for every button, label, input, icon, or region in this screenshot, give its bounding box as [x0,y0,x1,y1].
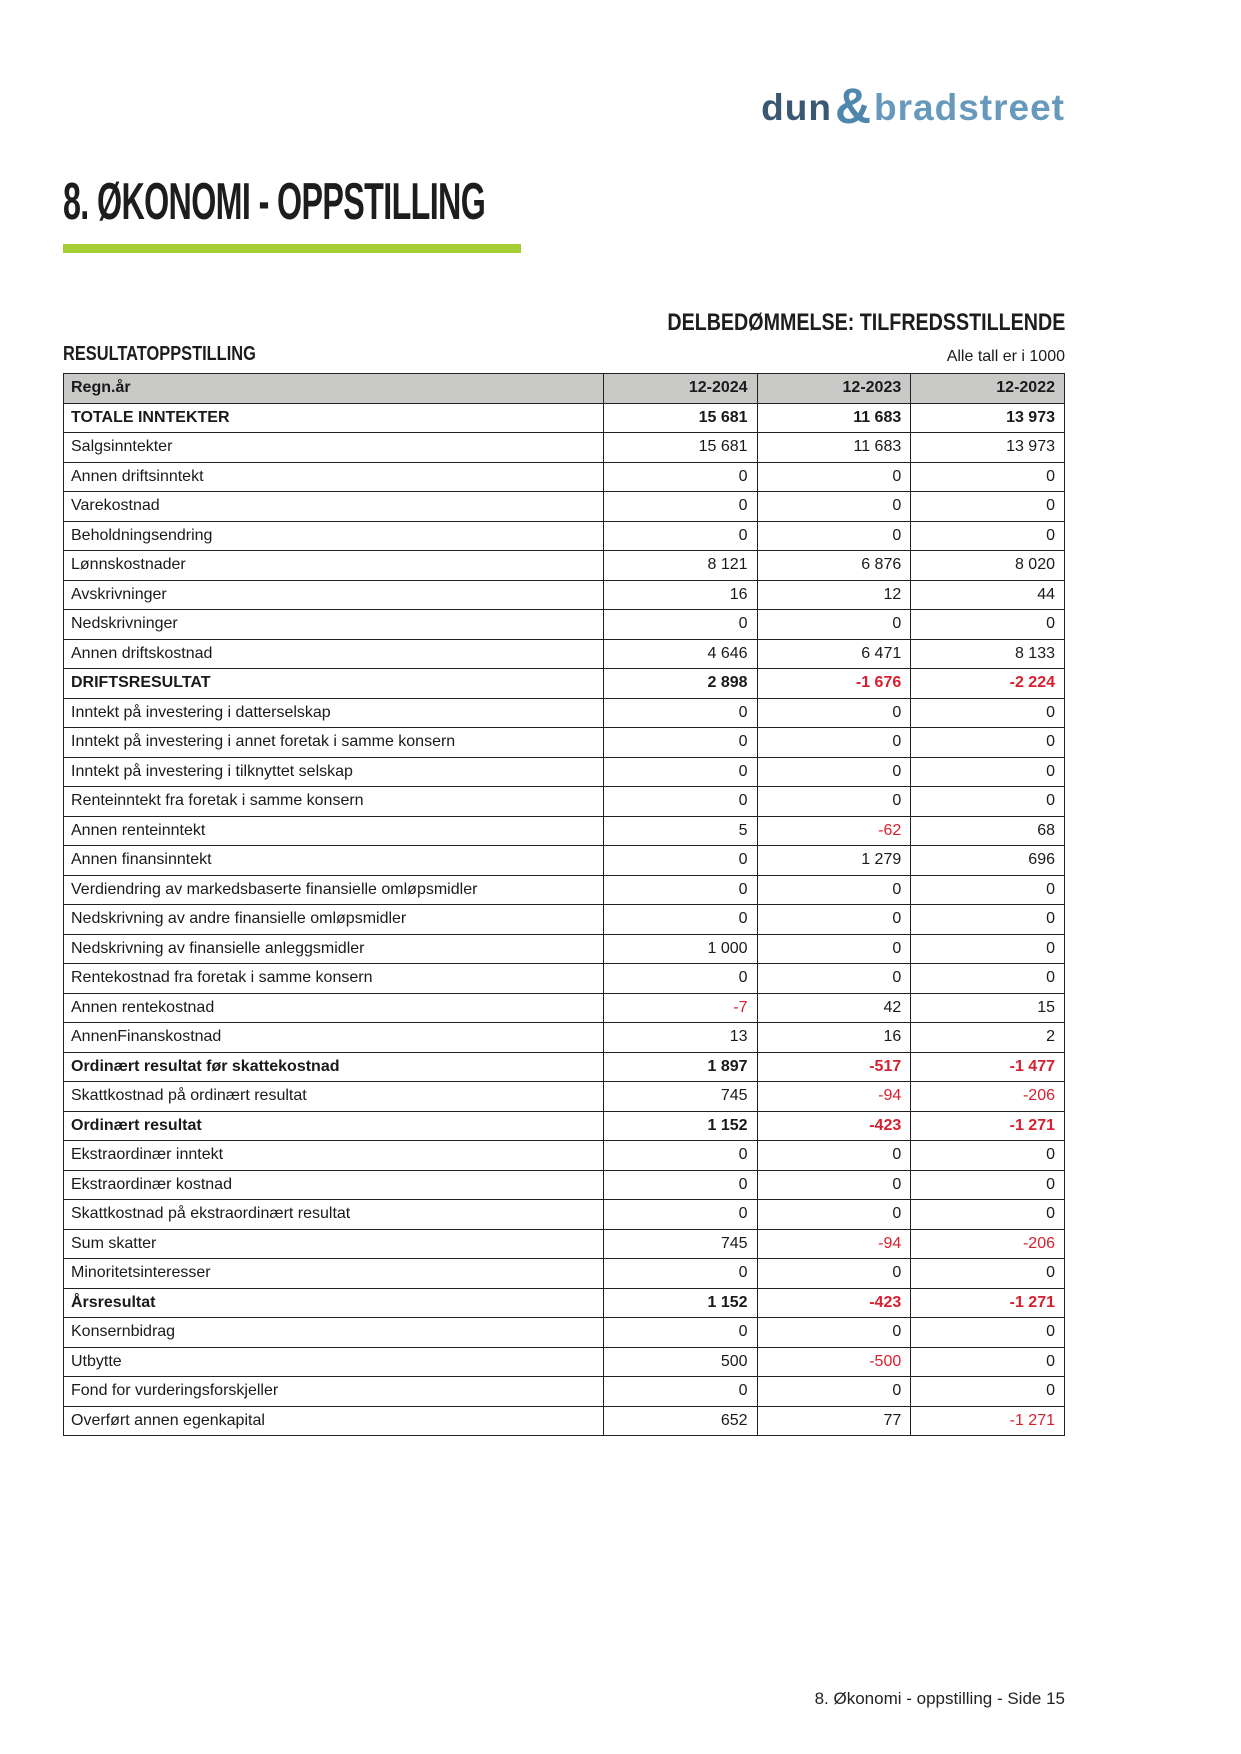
value-cell: 11 683 [757,433,911,463]
row-label-cell: Skattkostnad på ekstraordinært resultat [64,1200,604,1230]
value-cell: 0 [911,964,1065,994]
value-cell: 1 152 [603,1111,757,1141]
value-cell: -94 [757,1229,911,1259]
row-label-cell: Annen renteinntekt [64,816,604,846]
row-label-cell: Årsresultat [64,1288,604,1318]
value-cell: 0 [603,698,757,728]
value-cell: 0 [603,964,757,994]
value-cell: 0 [757,610,911,640]
table-row [64,816,1065,846]
value-cell: 0 [603,1200,757,1230]
value-cell: 68 [911,816,1065,846]
value-cell: 0 [911,728,1065,758]
value-cell: 0 [603,1141,757,1171]
value-cell: 0 [603,905,757,935]
row-label-cell: Renteinntekt fra foretak i samme konsern [64,787,604,817]
table-row [64,934,1065,964]
value-cell: 0 [911,610,1065,640]
row-label-cell: Inntekt på investering i tilknyttet selskap [64,757,604,787]
table-row [64,1082,1065,1112]
value-cell: 0 [911,698,1065,728]
value-cell: 1 279 [757,846,911,876]
table-row [64,964,1065,994]
value-cell: 16 [757,1023,911,1053]
row-label-cell: Ordinært resultat [64,1111,604,1141]
value-cell: 0 [911,1200,1065,1230]
row-label-cell: Verdiendring av markedsbaserte finansielle omløpsmidler [64,875,604,905]
value-cell: 0 [757,787,911,817]
value-cell: 0 [603,875,757,905]
value-cell: 13 [603,1023,757,1053]
value-cell: 0 [757,1377,911,1407]
value-cell: 0 [757,1170,911,1200]
row-label-cell: Annen rentekostnad [64,993,604,1023]
value-cell: 0 [757,1318,911,1348]
value-cell: 0 [911,492,1065,522]
row-label-cell: Minoritetsinteresser [64,1259,604,1289]
value-cell: 11 683 [757,403,911,433]
table-row [64,1141,1065,1171]
value-cell: 0 [603,610,757,640]
value-cell: 0 [757,875,911,905]
assessment-heading: DELBEDØMMELSE: TILFREDSSTILLENDE [667,309,1065,336]
value-cell: 15 681 [603,433,757,463]
value-cell: 0 [757,521,911,551]
value-cell: 0 [757,934,911,964]
value-cell: 500 [603,1347,757,1377]
column-header-regnar: Regn.år [64,374,604,404]
value-cell: 0 [603,846,757,876]
section-heading: RESULTATOPPSTILLING [63,343,256,365]
value-cell: 77 [757,1406,911,1436]
value-cell: 0 [757,757,911,787]
value-cell: -1 477 [911,1052,1065,1082]
table-row [64,639,1065,669]
value-cell: 0 [911,875,1065,905]
row-label-cell: Inntekt på investering i datterselskap [64,698,604,728]
value-cell: 0 [911,462,1065,492]
value-cell: 0 [603,521,757,551]
row-label-cell: Lønnskostnader [64,551,604,581]
value-cell: -94 [757,1082,911,1112]
value-cell: 13 973 [911,433,1065,463]
value-cell: 0 [603,1318,757,1348]
value-cell: 2 [911,1023,1065,1053]
value-cell: 0 [911,1318,1065,1348]
value-cell: 0 [911,521,1065,551]
table-row [64,492,1065,522]
table-row [64,1259,1065,1289]
value-cell: -1 676 [757,669,911,699]
value-cell: -1 271 [911,1111,1065,1141]
table-row [64,1200,1065,1230]
table-row [64,1023,1065,1053]
value-cell: 6 876 [757,551,911,581]
value-cell: 1 897 [603,1052,757,1082]
value-cell: 5 [603,816,757,846]
table-row [64,462,1065,492]
row-label-cell: Nedskrivning av andre finansielle omløpsmidler [64,905,604,935]
value-cell: 0 [911,1259,1065,1289]
value-cell: 652 [603,1406,757,1436]
value-cell: 0 [603,1259,757,1289]
value-cell: -206 [911,1082,1065,1112]
title-accent-bar [63,244,521,253]
value-cell: 0 [603,462,757,492]
row-label-cell: Fond for vurderingsforskjeller [64,1377,604,1407]
value-cell: -7 [603,993,757,1023]
income-statement-table [63,373,1065,1436]
value-cell: 0 [911,1377,1065,1407]
table-row [64,669,1065,699]
row-label-cell: Annen driftsinntekt [64,462,604,492]
value-cell: 0 [757,1259,911,1289]
value-cell: 16 [603,580,757,610]
value-cell: 0 [757,1141,911,1171]
row-label-cell: Salgsinntekter [64,433,604,463]
value-cell: 8 133 [911,639,1065,669]
column-header-year: 12-2022 [911,374,1065,404]
value-cell: 15 [911,993,1065,1023]
value-cell: 0 [757,492,911,522]
row-label-cell: Varekostnad [64,492,604,522]
value-cell: 0 [603,787,757,817]
table-row [64,610,1065,640]
value-cell: -1 271 [911,1406,1065,1436]
header [63,0,1065,132]
page-title: 8. ØKONOMI - OPPSTILLING [63,173,486,231]
value-cell: 745 [603,1082,757,1112]
row-label-cell: Avskrivninger [64,580,604,610]
table-row [64,433,1065,463]
value-cell: -62 [757,816,911,846]
value-cell: 0 [603,728,757,758]
row-label-cell: AnnenFinanskostnad [64,1023,604,1053]
value-cell: 12 [757,580,911,610]
value-cell: 745 [603,1229,757,1259]
column-header-year: 12-2024 [603,374,757,404]
table-row [64,1318,1065,1348]
table-row [64,580,1065,610]
value-cell: 0 [757,905,911,935]
value-cell: -423 [757,1288,911,1318]
table-row [64,875,1065,905]
table-row [64,728,1065,758]
table-row [64,551,1065,581]
value-cell: 8 121 [603,551,757,581]
row-label-cell: Nedskrivning av finansielle anleggsmidler [64,934,604,964]
table-row [64,1377,1065,1407]
value-cell: 44 [911,580,1065,610]
value-cell: 0 [911,757,1065,787]
value-cell: 0 [911,787,1065,817]
table-row [64,846,1065,876]
table-row [64,1111,1065,1141]
table-row [64,521,1065,551]
row-label-cell: Beholdningsendring [64,521,604,551]
row-label-cell: Inntekt på investering i annet foretak i samme konsern [64,728,604,758]
value-cell: 0 [603,757,757,787]
value-cell: -500 [757,1347,911,1377]
value-cell: 4 646 [603,639,757,669]
table-row [64,403,1065,433]
row-label-cell: Nedskrivninger [64,610,604,640]
table-row [64,1288,1065,1318]
row-label-cell: Sum skatter [64,1229,604,1259]
units-note: Alle tall er i 1000 [946,348,1065,365]
row-label-cell: Konsernbidrag [64,1318,604,1348]
table-row [64,1406,1065,1436]
value-cell: -1 271 [911,1288,1065,1318]
value-cell: 0 [911,1141,1065,1171]
value-cell: 15 681 [603,403,757,433]
value-cell: 0 [757,462,911,492]
dun-and-bradstreet-logo [761,74,1065,132]
value-cell: 0 [757,728,911,758]
page-footer: 8. Økonomi - oppstilling - Side 15 [814,1689,1065,1708]
value-cell: 1 000 [603,934,757,964]
value-cell: -2 224 [911,669,1065,699]
row-label-cell: Overført annen egenkapital [64,1406,604,1436]
row-label-cell: Ordinært resultat før skattekostnad [64,1052,604,1082]
logo-text-dun: dun [761,87,832,128]
value-cell: 0 [757,1200,911,1230]
table-caption-row [63,343,1065,366]
row-label-cell: Rentekostnad fra foretak i samme konsern [64,964,604,994]
table-row [64,905,1065,935]
table-row [64,1052,1065,1082]
value-cell: 696 [911,846,1065,876]
value-cell: 0 [911,1170,1065,1200]
row-label-cell: Ekstraordinær kostnad [64,1170,604,1200]
table-row [64,993,1065,1023]
value-cell: 42 [757,993,911,1023]
table-row [64,1229,1065,1259]
row-label-cell: Annen driftskostnad [64,639,604,669]
ampersand-icon: & [834,78,872,134]
value-cell: 0 [603,1170,757,1200]
value-cell: -206 [911,1229,1065,1259]
row-label-cell: DRIFTSRESULTAT [64,669,604,699]
table-header-row [64,374,1065,404]
assessment-row [63,309,1065,337]
row-label-cell: Ekstraordinær inntekt [64,1141,604,1171]
value-cell: 0 [603,492,757,522]
value-cell: 0 [757,964,911,994]
table-row [64,1347,1065,1377]
row-label-cell: Annen finansinntekt [64,846,604,876]
value-cell: 6 471 [757,639,911,669]
logo-text-bradstreet: bradstreet [874,87,1065,128]
value-cell: 0 [757,698,911,728]
table-row [64,787,1065,817]
value-cell: 1 152 [603,1288,757,1318]
value-cell: 0 [911,905,1065,935]
table-row [64,1170,1065,1200]
value-cell: 13 973 [911,403,1065,433]
row-label-cell: TOTALE INNTEKTER [64,403,604,433]
value-cell: 0 [603,1377,757,1407]
table-row [64,698,1065,728]
value-cell: 0 [911,934,1065,964]
value-cell: -517 [757,1052,911,1082]
value-cell: 2 898 [603,669,757,699]
value-cell: -423 [757,1111,911,1141]
value-cell: 0 [911,1347,1065,1377]
row-label-cell: Utbytte [64,1347,604,1377]
column-header-year: 12-2023 [757,374,911,404]
row-label-cell: Skattkostnad på ordinært resultat [64,1082,604,1112]
value-cell: 8 020 [911,551,1065,581]
table-row [64,757,1065,787]
